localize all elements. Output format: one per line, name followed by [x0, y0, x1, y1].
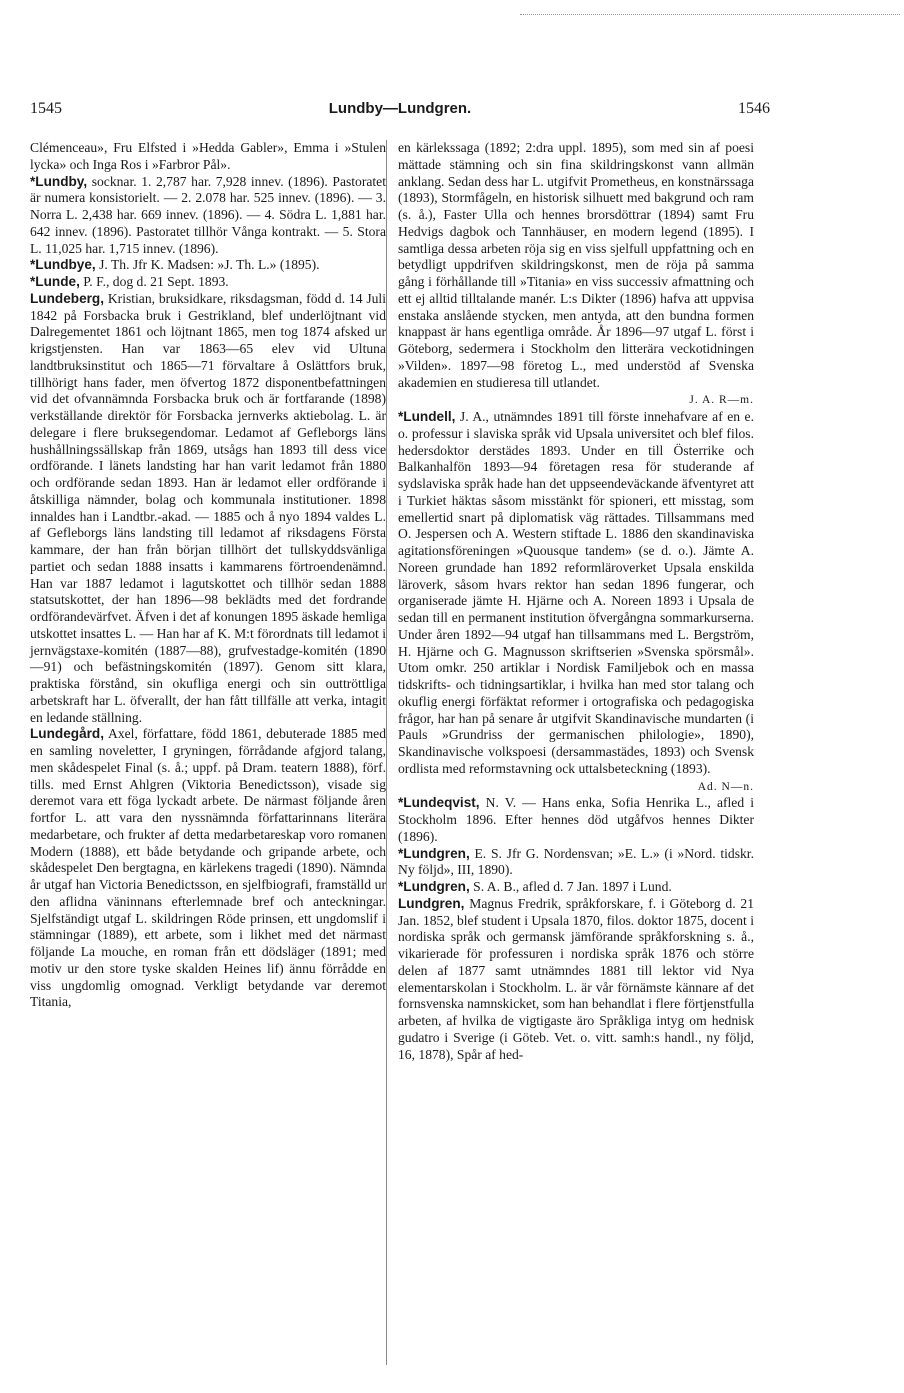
- entry-text: socknar. 1. 2,787 har. 7,928 innev. (1896). Pastoratet är numera konsistorielt. — 2. 2.078 har. 525 innev. (1896). — 3. Norra L. 2,438 har. 669 innev. (1896). — 4. Södra L. 1,881 har. 642 innev. (1896). Pastoratet tillhör Vånga kontrakt. — 5. Stora L. 11,025 har. 1,715 innev. (1896).: [30, 173, 386, 256]
- entry-text: J. A., utnämndes 1891 till förste innehafvare af en e. o. professur i slaviska språk vid Upsala universitet och blef filos. hedersdoktor derstädes 1893. Under en till Österrike och Balkanhalfön 1893—94 företagen resa för studerande af sydslaviska språk hade han det uppseendeväckande äfventyret att i Turkiet häktas såsom misstänkt för spioneri, ett misstag, som emellertid snart på diplomatisk väg rättades. Tillsammans med O. Jespersen och A. Western stiftade L. 1886 den skandinaviska agitationsföreningen »Quousque tandem» (se d. o.). Jämte A. Noreen grundade han 1892 reformläroverket Upsala enskilda läroverk, såsom hvars rektor han sedan 1896 fungerar, och organiserade jämte H. Hjärne och A. Noreen 1893 i Upsala de sedan till en permanent institution öfvergångna sommarkurserna. Under åren 1892—94 utgaf han tillsammans med L. Bergström, H. Hjärne och G. Magnusson skriftserien »Svenska spörsmål». Utom omkr. 250 artiklar i Nordisk Familjebok och en massa tidskrifts- och tidningsartiklar, i hvilka han med stor talang och okuflig energi förfäktat reformer i ortografiska och pedagogiska frågor, har han på senare år utgifvit Skandinavische mundarten (i Pauls »Grundriss der germanischen philologie», 1890), Skandinavische volkspoesi (dersammastädes, 1893) och Svensk ordlista med reformstavning ock uttalsbeteckning (1893).: [398, 409, 754, 776]
- headword: *Lundbye,: [30, 257, 96, 273]
- entry-lundell: [398, 409, 754, 778]
- entry-lundby: [30, 174, 386, 258]
- entry-text: Axel, författare, född 1861, debuterade 1885 med en samling noveletter, I gryningen, förrådande afgjord talang, men skådespelet Final (s. å.; uppf. på Dram. teatern 1888), förf. tills. med Ernst Ahlgren (Viktoria Benedictsson), visade sig deremot vara ett föga lyckadt arbete. De närmast följande åren fortfor L. att vara den nyssnämnda författarinnans literära medarbetare, och frukter af detta medarbetareskap voro romanen Modern (1888), ett både betydande och gripande arbete, och skådespelet Den bergtagna, en kärlekens tragedi (1890). Nämnda år utgaf han Victoria Benedictsson, en sjelfbiografi, framställd ur den aflidna väninnans efterlemnade bref och anteckningar. Sjelfständigt utgaf L. skildringen Röde prinsen, ett ungdomslif i stämningar (1889), ett arbete, som i likhet med det närmast följande La mouche, en roman från ett dödsläger (1891; med motiv ur den store tyske skalden Heines lif) ännu förrådde en viss ungdomlig omognad. Verkligt betydande var deremot Titania,: [30, 726, 386, 1010]
- paragraph-text: en kärlekssaga (1892; 2:dra uppl. 1895), som med sin af poesi mättade stämning och sin fina skildringskonst vann allmän anklang. Sedan dess har L. utgifvit Prometheus, en konstnärssaga (1893), Stormfågeln, en historisk silhuett med bakgrund och ram (s. å.), Faster Ulla och hennes brorsdöttrar (1894) samt Fru Hedvigs dagbok och Tannhäuser, en modern legend (1895). I samtliga dessa arbeten röja sig en viss sjelfull uppfattning och en betydligt uppdrifven skildringskonst, men de röja på samma gång i förhållande till »Titania» en viss successiv afmattning och ett ej alltid tilltalande manér. L:s Dikter (1896) hafva att uppvisa enstaka anslående stycken, men antyda, att den bundna formen knappast är hans egentliga område. År 1896—97 utgaf L. först i Göteborg, sedermera i Stockholm den litterära veckotidningen »Vilden». 1897—98 företog L., med understöd af Svenska akademien en studieresa till utlandet.: [398, 140, 755, 390]
- entry-lundgren-mf: [398, 896, 754, 1064]
- headword: *Lundeqvist,: [398, 795, 480, 811]
- entry-lundgren-es: [398, 846, 754, 880]
- entry-lundbye: [30, 257, 386, 274]
- page-number-left: 1545: [30, 100, 62, 117]
- entry-text: P. F., dog d. 21 Sept. 1893.: [83, 274, 229, 289]
- column-divider: [386, 140, 387, 1365]
- running-title: Lundby—Lundgren.: [328, 100, 472, 117]
- headword: *Lundgren,: [398, 879, 470, 894]
- paragraph-text: Clémenceau», Fru Elfsted i »Hedda Gabler», Emma i »Stulen lycka» och Inga Ros i »Farbror Pål».: [30, 140, 386, 172]
- signature-line: [398, 391, 754, 409]
- entry-lunde: [30, 274, 386, 291]
- entry-text: J. Th. Jfr K. Madsen: »J. Th. L.» (1895).: [99, 257, 320, 273]
- column-right: [398, 140, 754, 1063]
- headword: *Lundby,: [30, 173, 88, 189]
- entry-lundeqvist: [398, 795, 754, 845]
- headword: *Lundell,: [398, 409, 456, 424]
- entry-lundeberg: [30, 291, 386, 727]
- paragraph: [398, 140, 754, 391]
- headword: Lundgren,: [398, 895, 465, 911]
- entry-text: N. V. — Hans enka, Sofia Henrika L., afled i Stockholm 1896. Efter hennes död utgåfvos hennes Dikter (1896).: [398, 795, 754, 844]
- entry-lundgren-sab: [398, 879, 754, 896]
- headword: *Lundgren,: [398, 845, 470, 861]
- author-signature: J. A. R—m.: [689, 394, 754, 407]
- entry-text: E. S. Jfr G. Nordensvan; »E. L.» (i »Nord. tidskr. Ny följd», III, 1890).: [398, 845, 754, 878]
- entry-text: S. A. B., afled d. 7 Jan. 1897 i Lund.: [473, 879, 672, 894]
- paragraph: [30, 140, 386, 174]
- column-left: [30, 140, 386, 1011]
- author-signature: Ad. N—n.: [697, 780, 754, 793]
- entry-text: Kristian, bruksidkare, riksdagsman, född d. 14 Juli 1842 på Forsbacka bruk i Gestrikland, blef underlöjtnant vid Dalregementet 1861 och löjtnant 1865, men tog 1874 afsked ur krigstjensten. Han var 1863—65 elev vid Ultuna landtbruksinstitut och 1865—71 förvaltare å Oslättfors bruk, tillhörigt hans fader, men öfvertog 1872 disponentbefattningen vid det ofvannämnda Forsbacka bruk och är fortfarande (1898) verkställande direktör för Forsbacka jernverks aktiebolag. L. är delegare i flere bruksegendomar. Ledamot af Gefleborgs läns hushållningssällskap från 1869, utsågs han 1893 till dess vice ordförande. I länets landsting har han varit ledamot från 1880 och ordförande sedan 1893. Han är ledamot eller ordförande i åtskilliga nämnder, bolag och kommunala institutioner. 1898 innaldes han i Landtbr.-akad. — 1885 och å nyo 1894 valdes L. af Gefleborgs läns landsting till ledamot af riksdagens Första kammare, der han från början tillhört det tullskyddsvänliga partiet och sedan 1888 insatts i kammarens förtroendenämnd. Han var 1887 ledamot i lagutskottet och tillhör sedan 1888 statsutskottet, der han 1896—98 beklädts med det fordrande ordförandevärfvet. Äfven i det af konungen 1895 äskade hemliga utskottet insattes L. — Han har af K. M:t förordnats till ledamot i jernvägstaxe-komitén (1887—88), grufvestadge-komitén (1890—91) och befästningskomitén (1897). Genom sitt klara, praktiska förstånd, sin okufliga energi och sin outtröttliga arbetskraft har L. öfverallt, der han fått tillfälle att verka, intagit en ledande ställning.: [30, 290, 386, 725]
- signature-line: [398, 778, 754, 796]
- headword: Lundeberg,: [30, 290, 105, 306]
- page-number-right: 1546: [738, 100, 770, 117]
- headword: *Lunde,: [30, 274, 80, 289]
- scan-edge-line: [520, 14, 900, 15]
- entry-text: Magnus Fredrik, språkforskare, f. i Göteborg d. 21 Jan. 1852, blef student i Upsala 1870, filos. doktor 1875, docent i nordiska språk och germansk jämförande språkforskning s. å., vikarierade för professuren i nordiska språk 1876 och större delen af 1877 samt utnämndes 1881 till lektor vid Nya elementarskolan i Stockholm. L. är vår förnämste kännare af det fornsvenska namnskicket, som han behandlat i flere förtjenstfulla arbeten, af hvilka de vigtigaste äro Språkliga intyg om hednisk gudatro i Sverige (i Göteb. Vet. o. vitt. samh:s handl., ny följd, 16, 1878), Spår af hed-: [398, 895, 754, 1062]
- headword: Lundegård,: [30, 726, 105, 742]
- page-header: [30, 100, 770, 124]
- entry-lundegard: [30, 726, 386, 1011]
